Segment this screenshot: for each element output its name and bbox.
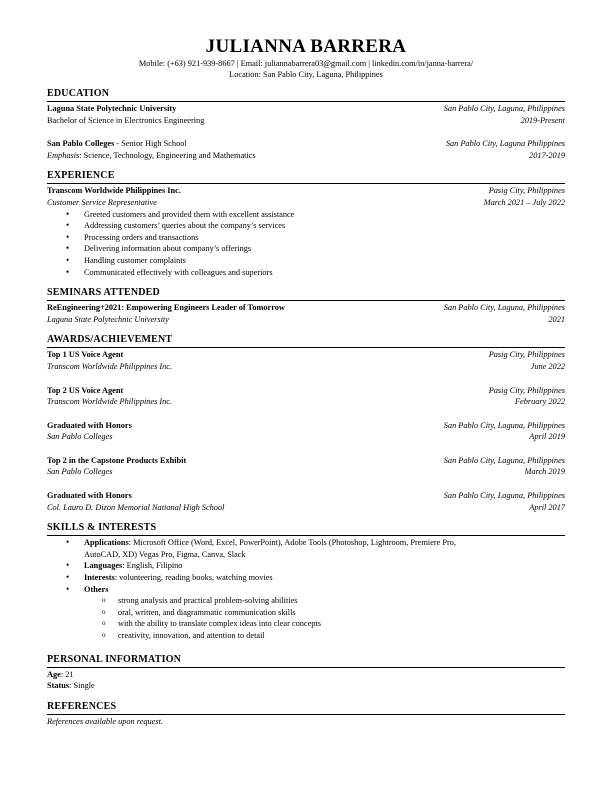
resume-page [47, 36, 565, 727]
school-location: San Pablo City, Laguna, Philippines [443, 104, 565, 113]
list-item: o oral, written, and diagrammatic communication skills [47, 607, 565, 619]
list-item: o strong analysis and practical problem-solving abilities [47, 595, 565, 607]
list-item: • Handling customer complaints [47, 255, 565, 267]
emphasis-text: : Science, Technology, Engineering and Mathematics [79, 150, 256, 160]
award-org: Col. Lauro D. Dizon Memorial National High School [47, 502, 225, 512]
school-location: San Pablo City, Laguna Philippines [445, 139, 565, 149]
education-title: EDUCATION [47, 88, 565, 102]
awards-title: AWARDS/ACHIEVEMENT [47, 334, 565, 348]
seminar-name: ReEngineering+2021: Empowering Engineers Leader of Tomorrow [47, 303, 285, 313]
list-item: • Communicated effectively with colleagues and superiors [47, 267, 565, 279]
skills-section [47, 522, 565, 641]
seminar-date: 2021 [548, 314, 565, 324]
list-item: o creativity, innovation, and attention to detail [47, 630, 565, 642]
list-item [47, 537, 565, 560]
award-org: San Pablo Colleges [47, 432, 113, 442]
education-entry [47, 138, 565, 161]
skills-title: SKILLS & INTERESTS [47, 522, 565, 536]
others-label: Others [84, 584, 109, 594]
personal-section [47, 654, 565, 692]
award-location: Pasig City, Philippines [488, 385, 565, 395]
award-org: San Pablo Colleges [47, 467, 113, 477]
list-item: • Greeted customers and provided them with excellent assistance [47, 209, 565, 221]
award-location: San Pablo City, Laguna, Philippines [443, 420, 565, 430]
award-entry [47, 455, 565, 478]
list-item [47, 572, 565, 584]
award-location: Pasig City, Philippines [488, 350, 565, 360]
education-date: 2017-2019 [529, 150, 565, 160]
award-date: June 2022 [530, 361, 565, 371]
applications-text: : Microsoft Office (Word, Excel, PowerPoint), Adobe Tools (Photoshop, Lightroom, Premiere Pro, [128, 538, 457, 548]
seminars-section [47, 287, 565, 325]
degree: Bachelor of Science in Electronics Engineering [47, 115, 205, 125]
award-name: Top 1 US Voice Agent [47, 350, 124, 360]
award-name: Graduated with Honors [47, 420, 132, 430]
references-title: REFERENCES [47, 701, 565, 715]
list-item [47, 584, 565, 596]
location-line: Location: San Pablo City, Laguna, Philippines [229, 70, 383, 79]
school-name: San Pablo Colleges [47, 139, 115, 149]
references-section [47, 701, 565, 728]
education-section [47, 88, 565, 161]
company-location: Pasig City, Philippines [488, 186, 565, 196]
job-role: Customer Service Representative [47, 197, 157, 207]
status-label: Status [47, 681, 70, 691]
award-location: San Pablo City, Laguna, Philippines [443, 455, 565, 465]
languages-label: Languages [84, 561, 123, 571]
interests-text: : volunteering, reading books, watching movies [114, 573, 273, 583]
age-label: Age [47, 669, 61, 679]
experience-bullets [47, 209, 565, 279]
skills-list [47, 537, 565, 595]
award-org: Transcom Worldwide Philippines Inc. [47, 397, 173, 407]
age-value: : 21 [60, 669, 74, 679]
school-name: Laguna State Polytechnic University [47, 104, 177, 113]
experience-section [47, 170, 565, 278]
award-name: Graduated with Honors [47, 491, 132, 501]
education-entry [47, 103, 565, 126]
applications-text-cont: AutoCAD, XD) Vegas Pro, Figma, Canva, Slack [84, 549, 246, 559]
experience-title: EXPERIENCE [47, 170, 565, 184]
applications-label: Applications [84, 538, 129, 548]
award-name: Top 2 in the Capstone Products Exhibit [47, 455, 187, 465]
list-item: • Delivering information about company’s offerings [47, 243, 565, 255]
school-suffix: - Senior High School [114, 139, 187, 149]
award-entry [47, 349, 565, 372]
contact-line: Mobile: (+63) 921-939-8667 | Email: juliannabarrera03@gmail.com | linkedin.com/in/janna-barrera/ [138, 59, 474, 68]
award-date: April 2017 [529, 502, 565, 512]
award-date: April 2019 [529, 432, 565, 442]
company-name: Transcom Worldwide Philippines Inc. [47, 186, 181, 196]
list-item: o with the ability to translate complex ideas into clear concepts [47, 618, 565, 630]
status-value: : Single [69, 681, 95, 691]
list-item: • Addressing customers’ queries about the company’s services [47, 220, 565, 232]
award-entry [47, 490, 565, 513]
personal-title: PERSONAL INFORMATION [47, 654, 565, 668]
others-list [47, 595, 565, 641]
interests-label: Interests [84, 573, 115, 583]
languages-text: : English, Filipino [122, 561, 183, 571]
award-entry [47, 385, 565, 408]
seminar-org: Laguna State Polytechnic University [47, 314, 169, 324]
emphasis-label: Emphasis [47, 150, 80, 160]
award-name: Top 2 US Voice Agent [47, 385, 124, 395]
awards-section [47, 334, 565, 513]
list-item [47, 560, 565, 572]
award-date: February 2022 [514, 397, 565, 407]
references-text: References available upon request. [47, 716, 163, 726]
seminars-title: SEMINARS ATTENDED [47, 287, 565, 301]
list-item: • Processing orders and transactions [47, 232, 565, 244]
seminar-location: San Pablo City, Laguna, Philippines [443, 303, 565, 313]
education-date: 2019-Present [520, 115, 565, 125]
award-entry [47, 420, 565, 443]
award-date: March 2019 [524, 467, 565, 477]
award-org: Transcom Worldwide Philippines Inc. [47, 361, 173, 371]
job-date: March 2021 – July 2022 [483, 197, 565, 207]
candidate-name: JULIANNA BARRERA [205, 36, 407, 57]
award-location: San Pablo City, Laguna, Philippines [443, 491, 565, 501]
